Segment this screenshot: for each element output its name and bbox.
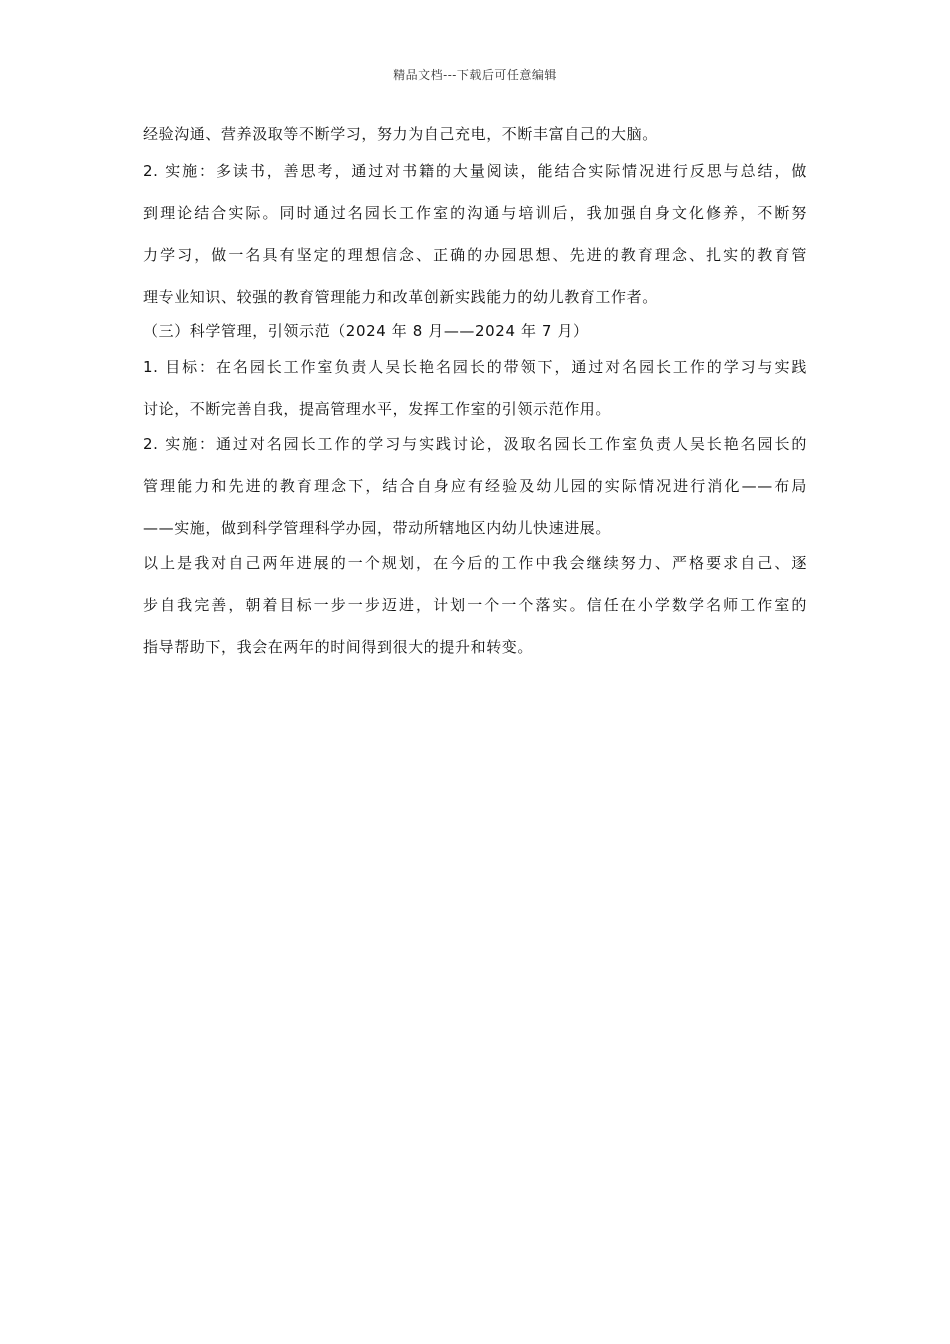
paragraph-line: 2. 实施：多读书，善思考，通过对书籍的大量阅读，能结合实际情况进行反思与总结，做 [143,162,807,180]
section-heading: （三）科学管理，引领示范（2024 年 8 月——2024 年 7 月） [143,322,589,340]
paragraph-line: 经验沟通、营养汲取等不断学习，努力为自己充电，不断丰富自己的大脑。 [143,125,658,143]
paragraph-line: 1. 目标：在名园长工作室负责人吴长艳名园长的带领下，通过对名园长工作的学习与实践 [143,358,807,376]
paragraph-line: 以上是我对自己两年进展的一个规划，在今后的工作中我会继续努力、严格要求自己、逐 [143,554,807,572]
paragraph-line: 管理能力和先进的教育理念下，结合自身应有经验及幼儿园的实际情况进行消化——布局 [143,477,807,495]
paragraph-line: 步自我完善，朝着目标一步一步迈进，计划一个一个落实。信任在小学数学名师工作室的 [143,596,807,614]
paragraph-line: ——实施，做到科学管理科学办园，带动所辖地区内幼儿快速进展。 [143,519,612,537]
paragraph-line: 讨论，不断完善自我，提高管理水平，发挥工作室的引领示范作用。 [143,400,612,418]
paragraph-line: 2. 实施：通过对名园长工作的学习与实践讨论，汲取名园长工作室负责人吴长艳名园长的 [143,435,807,453]
paragraph-line: 指导帮助下，我会在两年的时间得到很大的提升和转变。 [143,638,534,656]
document-body [143,124,807,657]
page-header: 精品文档---下载后可任意编辑 [393,68,557,82]
paragraph-line: 力学习，做一名具有坚定的理想信念、正确的办园思想、先进的教育理念、扎实的教育管 [143,246,807,264]
paragraph-line: 理专业知识、较强的教育管理能力和改革创新实践能力的幼儿教育工作者。 [143,288,658,306]
paragraph-line: 到理论结合实际。同时通过名园长工作室的沟通与培训后，我加强自身文化修养，不断努 [143,204,807,222]
